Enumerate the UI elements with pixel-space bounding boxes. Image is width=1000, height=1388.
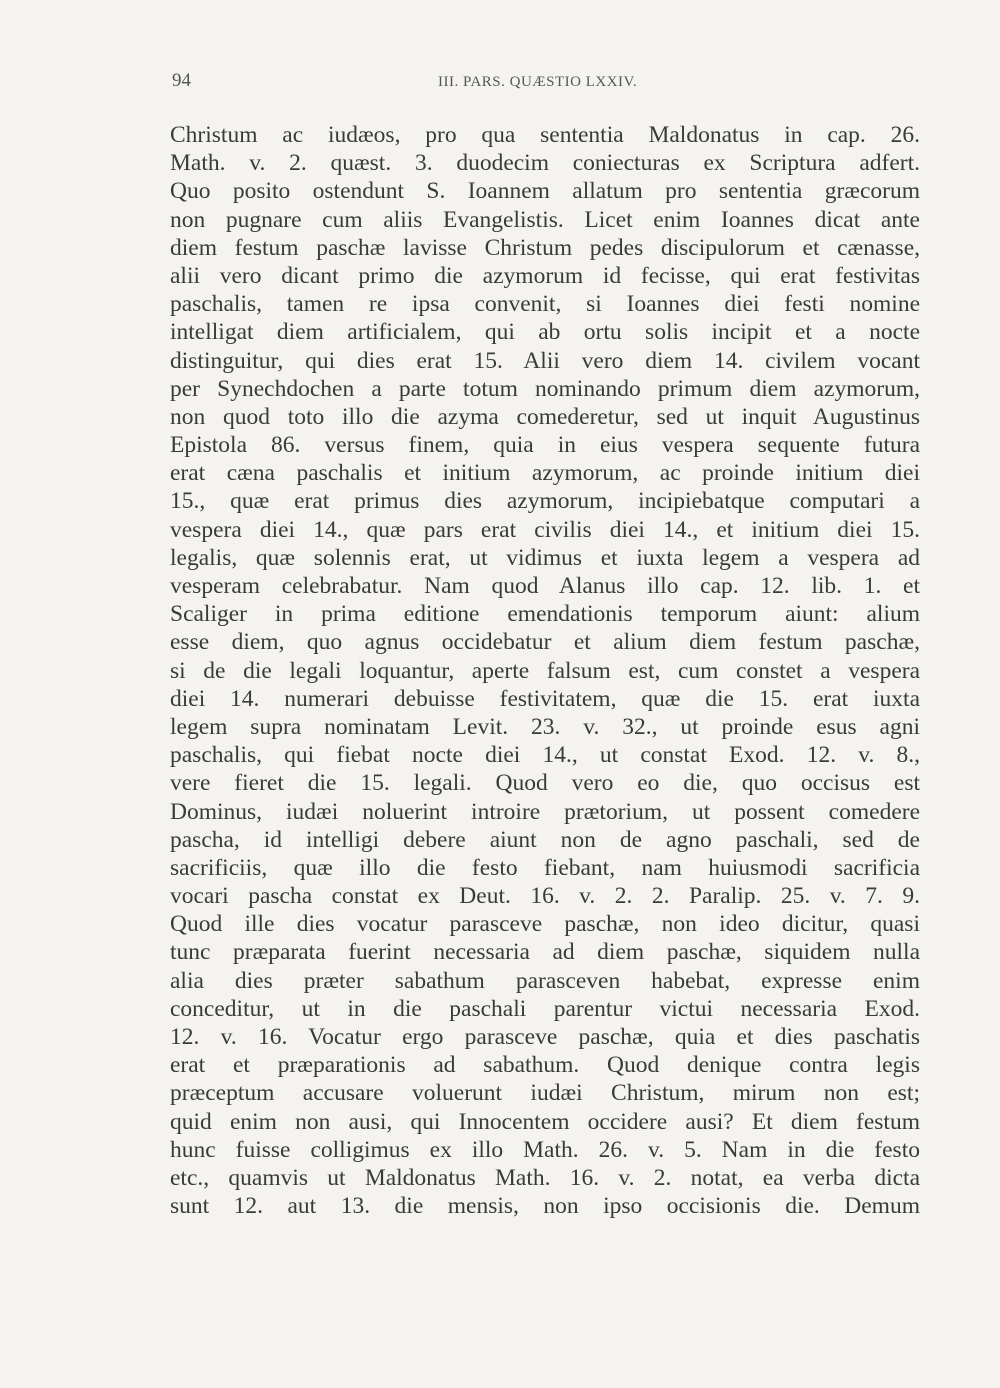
text-line: diei 14. numerari debuisse festivitatem, quæ die 15. erat iuxta [170,685,920,712]
text-line: si de die legali loquantur, aperte falsum est, cum constet a vespera [170,657,920,684]
text-line: Quod ille dies vocatur parasceve paschæ, non ideo dicitur, quasi [170,911,920,938]
text-line: per Synechdochen a parte totum nominando primum diem azymorum, [170,375,920,402]
page-number: 94 [172,70,191,91]
text-line: alii vero dicant primo die azymorum id fecisse, qui erat festivitas [170,262,920,289]
text-line: quid enim non ausi, qui Innocentem occidere ausi? Et diem festum [170,1108,920,1135]
text-line: distinguitur, qui dies erat 15. Alii vero diem 14. civilem vocant [170,347,920,374]
text-line: Scaliger in prima editione emendationis temporum aiunt: alium [170,601,920,628]
text-line: pascha, id intelligi debere aiunt non de agno paschali, sed de [170,826,920,853]
text-line: legalis, quæ solennis erat, ut vidimus et iuxta legem a vespera ad [170,544,920,571]
text-line: hunc fuisse colligimus ex illo Math. 26. v. 5. Nam in die festo [170,1136,920,1163]
page-header [172,70,920,100]
text-line: præceptum accusare voluerunt iudæi Christum, mirum non est; [170,1080,920,1107]
text-line: vere fieret die 15. legali. Quod vero eo die, quo occisus est [170,770,920,797]
text-line: 15., quæ erat primus dies azymorum, incipiebatque computari a [170,488,920,515]
text-line: sunt 12. aut 13. die mensis, non ipso occisionis die. Demum [170,1193,920,1220]
text-line: vesperam celebrabatur. Nam quod Alanus illo cap. 12. lib. 1. et [170,573,920,599]
text-line: 12. v. 16. Vocatur ergo parasceve paschæ, quia et dies paschatis [170,1024,920,1050]
text-line: non pugnare cum aliis Evangelistis. Licet enim Ioannes dicat ante [170,206,920,233]
text-line: vocari pascha constat ex Deut. 16. v. 2. 2. Paralip. 25. v. 7. 9. [170,883,920,910]
body-text [170,121,920,1220]
text-line: erat cæna paschalis et initium azymorum, ac proinde initium diei [170,460,920,487]
text-line: erat et præparationis ad sabathum. Quod denique contra legis [170,1052,920,1079]
text-line: esse diem, quo agnus occidebatur et alium diem festum paschæ, [170,629,920,656]
text-line: Quo posito ostendunt S. Ioannem allatum pro sententia græcorum [170,178,920,205]
text-line: Christum ac iudæos, pro qua sententia Maldonatus in cap. 26. [170,122,920,148]
text-line: tunc præparata fuerint necessaria ad diem paschæ, siquidem nulla [170,939,920,966]
text-line: legem supra nominatam Levit. 23. v. 32., ut proinde esus agni [170,713,920,740]
text-line: vespera diei 14., quæ pars erat civilis diei 14., et initium diei 15. [170,516,920,543]
text-line: non quod toto illo die azyma comederetur, sed ut inquit Augustinus [170,403,920,430]
running-title: III. PARS. QUÆSTIO LXXIV. [438,74,638,90]
text-line: Math. v. 2. quæst. 3. duodecim coniecturas ex Scriptura adfert. [170,150,920,177]
text-line: paschalis, qui fiebat nocte diei 14., ut constat Exod. 12. v. 8., [170,742,920,769]
text-line: alia dies præter sabathum parasceven habebat, expresse enim [170,967,920,994]
text-line: Dominus, iudæi noluerint introire prætorium, ut possent comedere [170,798,920,825]
text-line: diem festum paschæ lavisse Christum pedes discipulorum et cænasse, [170,234,920,261]
text-line: conceditur, ut in die paschali parentur victui necessaria Exod. [170,995,920,1022]
text-line: paschalis, tamen re ipsa convenit, si Ioannes diei festi nomine [170,291,920,318]
text-line: etc., quamvis ut Maldonatus Math. 16. v. 2. notat, ea verba dicta [170,1164,920,1191]
text-line: sacrificiis, quæ illo die festo fiebant, nam huiusmodi sacrificia [170,854,920,881]
text-line: Epistola 86. versus finem, quia in eius vespera sequente futura [170,432,920,459]
text-line: intelligat diem artificialem, qui ab ortu solis incipit et a nocte [170,319,920,346]
